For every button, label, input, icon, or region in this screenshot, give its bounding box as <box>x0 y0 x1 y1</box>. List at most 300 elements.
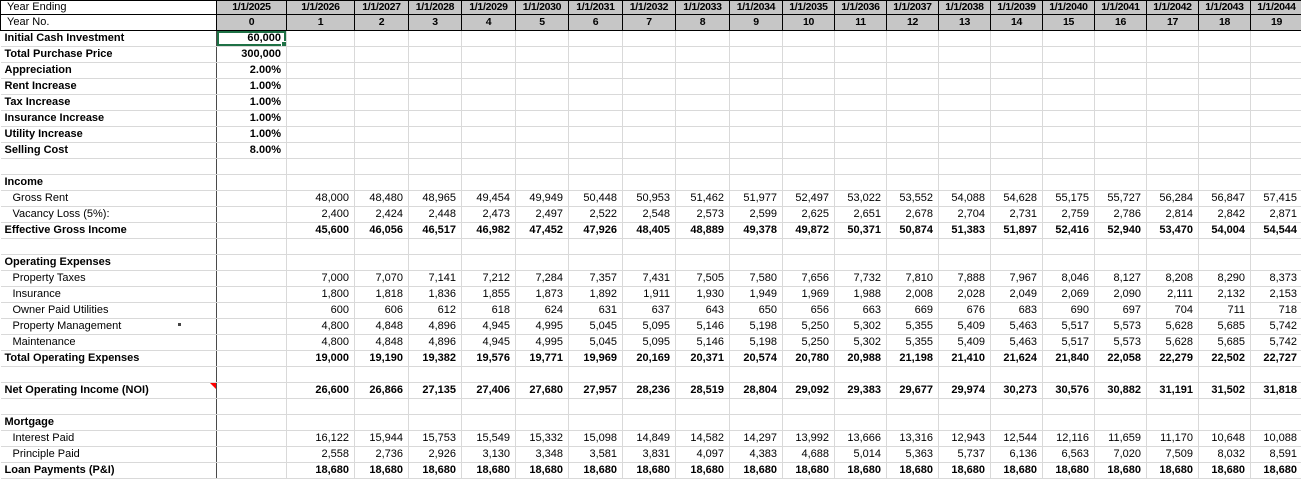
data-cell[interactable] <box>462 399 516 415</box>
row-label-insurance[interactable]: Insurance <box>1 287 217 303</box>
data-cell[interactable]: 30,273 <box>991 383 1043 399</box>
year-no-cell[interactable]: 11 <box>835 15 887 31</box>
data-cell[interactable]: 20,780 <box>783 351 835 367</box>
data-cell[interactable] <box>287 143 355 159</box>
data-cell[interactable]: 45,600 <box>287 223 355 239</box>
data-cell[interactable] <box>1095 143 1147 159</box>
data-cell[interactable]: 1,836 <box>409 287 462 303</box>
data-cell[interactable]: 5,463 <box>991 335 1043 351</box>
data-cell[interactable] <box>939 127 991 143</box>
row-label-total-purchase-price[interactable]: Total Purchase Price <box>1 47 217 63</box>
data-cell[interactable]: 29,974 <box>939 383 991 399</box>
year-ending-cell[interactable]: 1/1/2030 <box>516 1 569 15</box>
data-cell[interactable] <box>1043 127 1095 143</box>
data-cell[interactable]: 2,522 <box>569 207 623 223</box>
data-cell[interactable]: 18,680 <box>1199 463 1251 479</box>
data-cell[interactable] <box>516 143 569 159</box>
data-cell[interactable]: 12,544 <box>991 431 1043 447</box>
data-cell[interactable] <box>217 175 287 191</box>
data-cell[interactable]: 704 <box>1147 303 1199 319</box>
data-cell[interactable] <box>623 95 676 111</box>
data-cell[interactable] <box>1043 143 1095 159</box>
data-cell[interactable] <box>569 95 623 111</box>
year-no-cell[interactable]: 16 <box>1095 15 1147 31</box>
data-cell[interactable]: 7,967 <box>991 271 1043 287</box>
data-cell[interactable] <box>355 415 409 431</box>
data-cell[interactable] <box>1043 415 1095 431</box>
data-cell[interactable] <box>1043 239 1095 255</box>
data-cell[interactable] <box>287 95 355 111</box>
data-cell[interactable]: 4,896 <box>409 319 462 335</box>
data-cell[interactable] <box>1251 31 1301 47</box>
data-cell[interactable] <box>1095 79 1147 95</box>
row-label-mortgage[interactable]: Mortgage <box>1 415 217 431</box>
data-cell[interactable] <box>783 31 835 47</box>
data-cell[interactable] <box>887 127 939 143</box>
data-cell[interactable] <box>287 415 355 431</box>
data-cell[interactable]: 13,666 <box>835 431 887 447</box>
data-cell[interactable] <box>939 111 991 127</box>
data-cell[interactable] <box>516 175 569 191</box>
data-cell[interactable] <box>355 159 409 175</box>
data-cell[interactable] <box>623 175 676 191</box>
data-cell[interactable] <box>991 111 1043 127</box>
row-label-operating-expenses[interactable]: Operating Expenses <box>1 255 217 271</box>
data-cell[interactable]: 4,848 <box>355 319 409 335</box>
data-cell[interactable]: 18,680 <box>1251 463 1301 479</box>
data-cell[interactable] <box>783 399 835 415</box>
data-cell[interactable] <box>287 399 355 415</box>
data-cell[interactable]: 1,911 <box>623 287 676 303</box>
data-cell[interactable] <box>355 127 409 143</box>
year-ending-cell[interactable]: 1/1/2034 <box>730 1 783 15</box>
data-cell[interactable]: 2,424 <box>355 207 409 223</box>
data-cell[interactable]: 2,558 <box>287 447 355 463</box>
data-cell[interactable] <box>887 143 939 159</box>
data-cell[interactable]: 5,409 <box>939 335 991 351</box>
data-cell[interactable] <box>1251 63 1301 79</box>
data-cell[interactable] <box>939 47 991 63</box>
data-cell[interactable]: 5,363 <box>887 447 939 463</box>
data-cell[interactable]: 30,576 <box>1043 383 1095 399</box>
data-cell[interactable] <box>1095 367 1147 383</box>
data-cell[interactable]: 55,175 <box>1043 191 1095 207</box>
data-cell[interactable]: 5,045 <box>569 319 623 335</box>
data-cell[interactable]: 5,517 <box>1043 319 1095 335</box>
year-no-cell[interactable]: 10 <box>783 15 835 31</box>
data-cell[interactable] <box>287 159 355 175</box>
data-cell[interactable] <box>217 255 287 271</box>
data-cell[interactable]: 2,786 <box>1095 207 1147 223</box>
data-cell[interactable]: 631 <box>569 303 623 319</box>
data-cell[interactable] <box>783 47 835 63</box>
data-cell[interactable] <box>1199 367 1251 383</box>
data-cell[interactable] <box>217 191 287 207</box>
data-cell[interactable] <box>516 95 569 111</box>
data-cell[interactable] <box>676 63 730 79</box>
data-cell[interactable]: 10,088 <box>1251 431 1301 447</box>
data-cell[interactable] <box>835 127 887 143</box>
data-cell[interactable]: 4,800 <box>287 335 355 351</box>
data-cell[interactable] <box>217 319 287 335</box>
data-cell[interactable]: 48,405 <box>623 223 676 239</box>
data-cell[interactable]: 7,509 <box>1147 447 1199 463</box>
data-cell[interactable] <box>217 207 287 223</box>
data-cell[interactable] <box>217 383 287 399</box>
data-cell[interactable] <box>623 143 676 159</box>
data-cell[interactable] <box>939 31 991 47</box>
data-cell[interactable] <box>887 111 939 127</box>
data-cell[interactable] <box>1251 399 1301 415</box>
row-label-interest-paid[interactable]: Interest Paid <box>1 431 217 447</box>
data-cell[interactable]: 27,680 <box>516 383 569 399</box>
data-cell[interactable] <box>409 95 462 111</box>
data-cell[interactable] <box>1147 399 1199 415</box>
data-cell[interactable] <box>1199 127 1251 143</box>
data-cell[interactable]: 18,680 <box>569 463 623 479</box>
data-cell[interactable]: 618 <box>462 303 516 319</box>
data-cell[interactable]: 14,582 <box>676 431 730 447</box>
data-cell[interactable]: 50,953 <box>623 191 676 207</box>
data-cell[interactable]: 8,127 <box>1095 271 1147 287</box>
data-cell[interactable] <box>355 239 409 255</box>
data-cell[interactable] <box>569 143 623 159</box>
year-ending-cell[interactable]: 1/1/2035 <box>783 1 835 15</box>
data-cell[interactable]: 676 <box>939 303 991 319</box>
data-cell[interactable]: 5,517 <box>1043 335 1095 351</box>
data-cell[interactable] <box>676 143 730 159</box>
data-cell[interactable]: 10,648 <box>1199 431 1251 447</box>
data-cell[interactable] <box>1043 367 1095 383</box>
data-cell[interactable]: 5,302 <box>835 319 887 335</box>
data-cell[interactable]: 53,022 <box>835 191 887 207</box>
data-cell[interactable]: 22,058 <box>1095 351 1147 367</box>
data-cell[interactable] <box>355 367 409 383</box>
data-cell[interactable]: 14,297 <box>730 431 783 447</box>
data-cell[interactable] <box>991 143 1043 159</box>
row-label-blank[interactable] <box>1 399 217 415</box>
data-cell[interactable]: 4,848 <box>355 335 409 351</box>
data-cell[interactable]: 1,969 <box>783 287 835 303</box>
data-cell[interactable]: 2,400 <box>287 207 355 223</box>
data-cell[interactable] <box>409 79 462 95</box>
data-cell[interactable] <box>835 399 887 415</box>
row-label-vacancy-loss-5[interactable]: Vacancy Loss (5%): <box>1 207 217 223</box>
data-cell[interactable]: 21,840 <box>1043 351 1095 367</box>
data-cell[interactable] <box>730 95 783 111</box>
data-cell[interactable] <box>516 159 569 175</box>
data-cell[interactable] <box>287 127 355 143</box>
data-cell[interactable] <box>887 79 939 95</box>
data-cell[interactable] <box>835 47 887 63</box>
row-label-gross-rent[interactable]: Gross Rent <box>1 191 217 207</box>
data-cell[interactable]: 2,573 <box>676 207 730 223</box>
data-cell[interactable]: 6,563 <box>1043 447 1095 463</box>
data-cell[interactable] <box>676 175 730 191</box>
data-cell[interactable]: 2,704 <box>939 207 991 223</box>
data-cell[interactable] <box>355 63 409 79</box>
data-cell[interactable] <box>287 175 355 191</box>
data-cell[interactable] <box>462 367 516 383</box>
data-cell[interactable]: 1,930 <box>676 287 730 303</box>
data-cell[interactable] <box>569 399 623 415</box>
data-cell[interactable] <box>623 415 676 431</box>
data-cell[interactable] <box>1147 239 1199 255</box>
year-ending-cell[interactable]: 1/1/2043 <box>1199 1 1251 15</box>
year-no-cell[interactable]: 18 <box>1199 15 1251 31</box>
data-cell[interactable] <box>217 447 287 463</box>
data-cell[interactable]: 12,116 <box>1043 431 1095 447</box>
data-cell[interactable] <box>217 239 287 255</box>
data-cell[interactable]: 1,873 <box>516 287 569 303</box>
data-cell[interactable]: 46,982 <box>462 223 516 239</box>
data-cell[interactable] <box>991 127 1043 143</box>
data-cell[interactable]: 650 <box>730 303 783 319</box>
data-cell[interactable] <box>835 79 887 95</box>
data-cell[interactable] <box>355 79 409 95</box>
data-cell[interactable]: 3,130 <box>462 447 516 463</box>
data-cell[interactable] <box>217 271 287 287</box>
data-cell[interactable] <box>887 239 939 255</box>
data-cell[interactable]: 3,348 <box>516 447 569 463</box>
data-cell[interactable]: 51,383 <box>939 223 991 239</box>
data-cell[interactable] <box>569 47 623 63</box>
data-cell[interactable]: 22,502 <box>1199 351 1251 367</box>
data-cell[interactable] <box>887 175 939 191</box>
data-cell[interactable]: 52,416 <box>1043 223 1095 239</box>
data-cell[interactable] <box>1147 367 1199 383</box>
data-cell[interactable] <box>516 239 569 255</box>
data-cell[interactable]: 2,132 <box>1199 287 1251 303</box>
data-cell[interactable] <box>1251 367 1301 383</box>
data-cell[interactable]: 13,316 <box>887 431 939 447</box>
data-cell[interactable]: 5,409 <box>939 319 991 335</box>
data-cell[interactable] <box>623 31 676 47</box>
selected-cell[interactable]: 60,000 <box>217 31 287 47</box>
data-cell[interactable] <box>1251 127 1301 143</box>
data-cell[interactable] <box>516 255 569 271</box>
data-cell[interactable]: 5,628 <box>1147 319 1199 335</box>
data-cell[interactable] <box>730 255 783 271</box>
data-cell[interactable]: 606 <box>355 303 409 319</box>
data-cell[interactable] <box>783 127 835 143</box>
data-cell[interactable]: 51,897 <box>991 223 1043 239</box>
data-cell[interactable] <box>1095 239 1147 255</box>
data-cell[interactable]: 56,847 <box>1199 191 1251 207</box>
data-cell[interactable] <box>1043 47 1095 63</box>
data-cell[interactable] <box>835 239 887 255</box>
year-ending-cell[interactable]: 1/1/2040 <box>1043 1 1095 15</box>
data-cell[interactable] <box>217 431 287 447</box>
data-cell[interactable] <box>217 351 287 367</box>
data-cell[interactable] <box>887 63 939 79</box>
year-no-cell[interactable]: 7 <box>623 15 676 31</box>
data-cell[interactable]: 52,940 <box>1095 223 1147 239</box>
data-cell[interactable]: 5,095 <box>623 319 676 335</box>
year-ending-cell[interactable]: 1/1/2038 <box>939 1 991 15</box>
data-cell[interactable]: 4,800 <box>287 319 355 335</box>
data-cell[interactable] <box>1199 111 1251 127</box>
data-cell[interactable]: 20,371 <box>676 351 730 367</box>
data-cell[interactable] <box>1251 175 1301 191</box>
data-cell[interactable] <box>217 463 287 479</box>
data-cell[interactable] <box>835 143 887 159</box>
data-cell[interactable]: 18,680 <box>835 463 887 479</box>
data-cell[interactable]: 19,576 <box>462 351 516 367</box>
data-cell[interactable] <box>1251 111 1301 127</box>
data-cell[interactable] <box>623 79 676 95</box>
data-cell[interactable] <box>623 255 676 271</box>
data-cell[interactable]: 12,943 <box>939 431 991 447</box>
data-cell[interactable] <box>676 95 730 111</box>
data-cell[interactable]: 8,591 <box>1251 447 1301 463</box>
data-cell[interactable]: 19,190 <box>355 351 409 367</box>
data-cell[interactable] <box>939 159 991 175</box>
data-cell[interactable] <box>355 399 409 415</box>
data-cell[interactable]: 50,874 <box>887 223 939 239</box>
data-cell[interactable]: 2,871 <box>1251 207 1301 223</box>
data-cell[interactable]: 18,680 <box>783 463 835 479</box>
data-cell[interactable] <box>1147 127 1199 143</box>
year-no-cell[interactable]: 19 <box>1251 15 1301 31</box>
year-ending-label[interactable]: Year Ending <box>1 1 217 15</box>
year-no-cell[interactable]: 9 <box>730 15 783 31</box>
data-cell[interactable]: 18,680 <box>409 463 462 479</box>
data-cell[interactable]: 18,680 <box>991 463 1043 479</box>
data-cell[interactable]: 2,759 <box>1043 207 1095 223</box>
data-cell[interactable] <box>730 143 783 159</box>
data-cell[interactable] <box>1095 255 1147 271</box>
row-label-blank[interactable] <box>1 239 217 255</box>
data-cell[interactable] <box>887 255 939 271</box>
data-cell[interactable] <box>569 367 623 383</box>
row-label-owner-paid-utilities[interactable]: Owner Paid Utilities <box>1 303 217 319</box>
data-cell[interactable] <box>939 255 991 271</box>
data-cell[interactable] <box>783 239 835 255</box>
data-cell[interactable]: 8,208 <box>1147 271 1199 287</box>
data-cell[interactable] <box>991 175 1043 191</box>
data-cell[interactable]: 5,198 <box>730 319 783 335</box>
data-cell[interactable]: 5,685 <box>1199 319 1251 335</box>
data-cell[interactable]: 5,250 <box>783 335 835 351</box>
data-cell[interactable]: 31,818 <box>1251 383 1301 399</box>
year-ending-cell[interactable]: 1/1/2027 <box>355 1 409 15</box>
data-cell[interactable] <box>1043 159 1095 175</box>
row-label-loan-payments-p-i[interactable]: Loan Payments (P&I) <box>1 463 217 479</box>
data-cell[interactable] <box>355 175 409 191</box>
data-cell[interactable] <box>783 95 835 111</box>
data-cell[interactable] <box>1043 63 1095 79</box>
data-cell[interactable] <box>516 415 569 431</box>
data-cell[interactable]: 5,573 <box>1095 319 1147 335</box>
data-cell[interactable] <box>730 399 783 415</box>
data-cell[interactable]: 28,804 <box>730 383 783 399</box>
data-cell[interactable]: 7,656 <box>783 271 835 287</box>
data-cell[interactable]: 26,600 <box>287 383 355 399</box>
data-cell[interactable] <box>676 47 730 63</box>
data-cell[interactable] <box>835 31 887 47</box>
data-cell[interactable] <box>569 31 623 47</box>
data-cell[interactable]: 18,680 <box>355 463 409 479</box>
data-cell[interactable]: 1,949 <box>730 287 783 303</box>
data-cell[interactable] <box>1095 95 1147 111</box>
data-cell[interactable] <box>730 111 783 127</box>
data-cell[interactable]: 48,480 <box>355 191 409 207</box>
year-ending-cell[interactable]: 1/1/2031 <box>569 1 623 15</box>
data-cell[interactable]: 4,945 <box>462 319 516 335</box>
data-cell[interactable]: 7,810 <box>887 271 939 287</box>
data-cell[interactable]: 50,448 <box>569 191 623 207</box>
data-cell[interactable] <box>887 31 939 47</box>
data-cell[interactable] <box>730 31 783 47</box>
data-cell[interactable] <box>939 95 991 111</box>
data-cell[interactable] <box>569 415 623 431</box>
data-cell[interactable]: 18,680 <box>939 463 991 479</box>
data-cell[interactable]: 30,882 <box>1095 383 1147 399</box>
data-cell[interactable] <box>783 159 835 175</box>
data-cell[interactable]: 1,988 <box>835 287 887 303</box>
data-cell[interactable]: 20,988 <box>835 351 887 367</box>
data-cell[interactable]: 46,517 <box>409 223 462 239</box>
data-cell[interactable] <box>623 159 676 175</box>
data-cell[interactable]: 48,889 <box>676 223 730 239</box>
data-cell[interactable] <box>835 175 887 191</box>
data-cell[interactable]: 300,000 <box>217 47 287 63</box>
data-cell[interactable]: 2,497 <box>516 207 569 223</box>
row-label-principle-paid[interactable]: Principle Paid <box>1 447 217 463</box>
data-cell[interactable] <box>516 47 569 63</box>
data-cell[interactable]: 3,581 <box>569 447 623 463</box>
data-cell[interactable]: 2,842 <box>1199 207 1251 223</box>
data-cell[interactable] <box>1043 111 1095 127</box>
data-cell[interactable]: 53,552 <box>887 191 939 207</box>
data-cell[interactable] <box>516 79 569 95</box>
data-cell[interactable]: 2,473 <box>462 207 516 223</box>
data-cell[interactable] <box>462 111 516 127</box>
data-cell[interactable] <box>991 367 1043 383</box>
year-no-cell[interactable]: 13 <box>939 15 991 31</box>
data-cell[interactable] <box>569 255 623 271</box>
year-no-cell[interactable]: 0 <box>217 15 287 31</box>
data-cell[interactable]: 49,454 <box>462 191 516 207</box>
data-cell[interactable] <box>355 95 409 111</box>
data-cell[interactable]: 5,628 <box>1147 335 1199 351</box>
data-cell[interactable] <box>730 367 783 383</box>
data-cell[interactable] <box>1251 415 1301 431</box>
row-label-selling-cost[interactable]: Selling Cost <box>1 143 217 159</box>
data-cell[interactable]: 2,008 <box>887 287 939 303</box>
data-cell[interactable] <box>835 415 887 431</box>
data-cell[interactable] <box>1147 159 1199 175</box>
data-cell[interactable] <box>409 47 462 63</box>
year-ending-cell[interactable]: 1/1/2039 <box>991 1 1043 15</box>
row-label-initial-cash-investment[interactable]: Initial Cash Investment <box>1 31 217 47</box>
data-cell[interactable] <box>887 47 939 63</box>
data-cell[interactable]: 27,957 <box>569 383 623 399</box>
data-cell[interactable]: 18,680 <box>730 463 783 479</box>
data-cell[interactable] <box>887 95 939 111</box>
data-cell[interactable]: 49,949 <box>516 191 569 207</box>
data-cell[interactable] <box>1199 399 1251 415</box>
data-cell[interactable]: 4,383 <box>730 447 783 463</box>
data-cell[interactable] <box>623 111 676 127</box>
data-cell[interactable] <box>783 415 835 431</box>
data-cell[interactable]: 4,097 <box>676 447 730 463</box>
data-cell[interactable]: 718 <box>1251 303 1301 319</box>
data-cell[interactable]: 5,302 <box>835 335 887 351</box>
data-cell[interactable] <box>1043 31 1095 47</box>
data-cell[interactable] <box>1147 143 1199 159</box>
